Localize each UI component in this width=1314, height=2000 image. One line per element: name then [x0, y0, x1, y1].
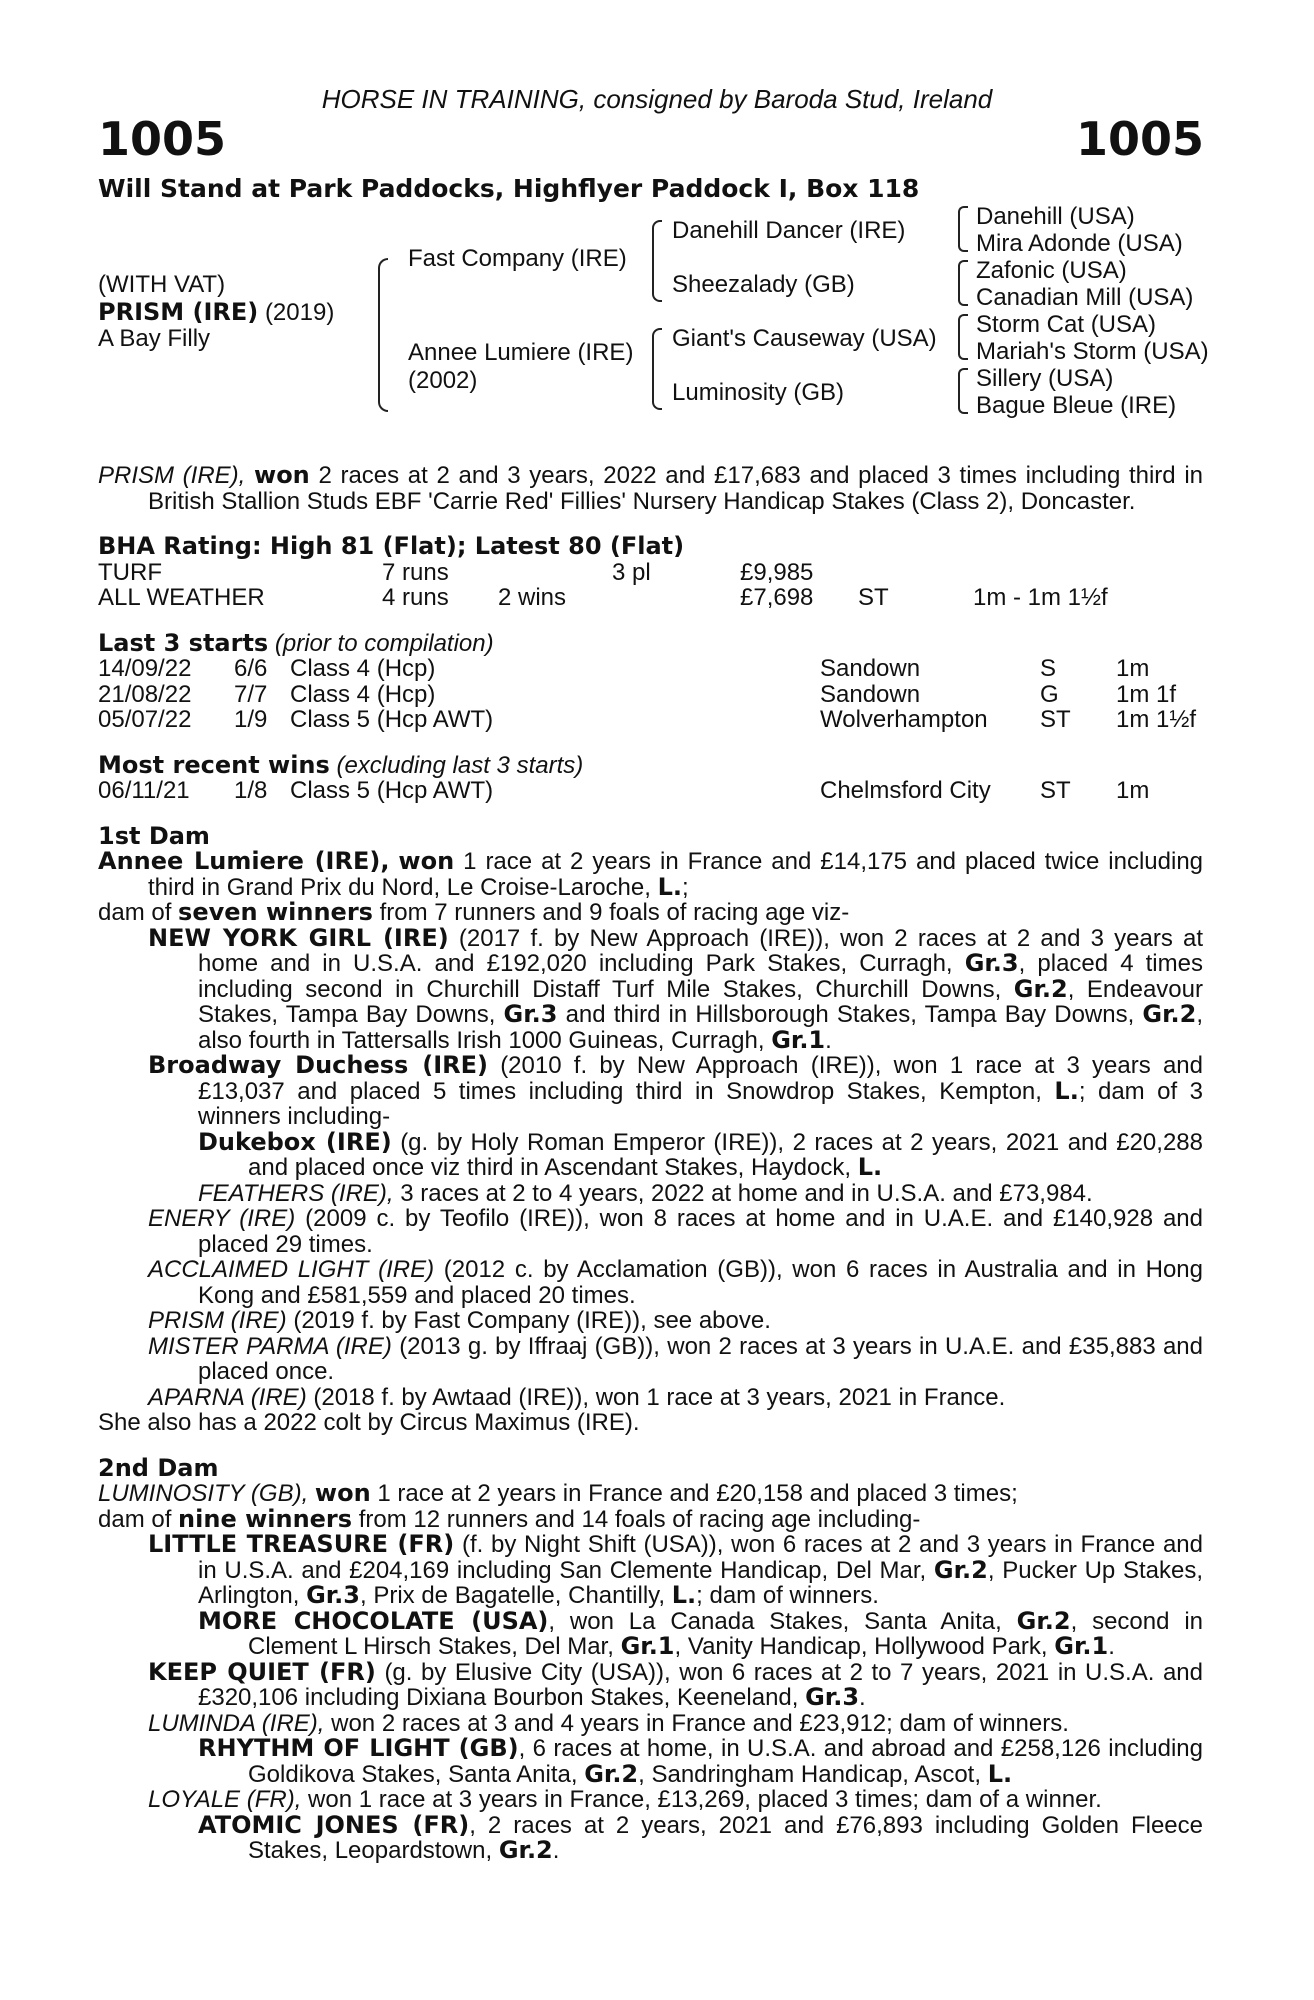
grand-produce-entry [98, 1736, 1203, 1787]
ss-sire: Danehill (USA) [976, 203, 1135, 230]
produce-text: (g. by Holy Roman Emperor (IRE)), 2 races at 2 years, 2021 and £20,288 and placed once viz third in Ascendant Stakes, Haydock, [248, 1128, 1203, 1181]
produce-name: ENERY (IRE) [148, 1205, 296, 1232]
second-dam-summary [98, 1481, 1203, 1507]
consignment-line: HORSE IN TRAINING, consigned by Baroda Stud, Ireland [321, 84, 993, 114]
win-row [98, 778, 1203, 804]
grade: Gr.3 [306, 1581, 360, 1609]
sd-dam: Canadian Mill (USA) [976, 284, 1194, 311]
start-course: Sandown [820, 655, 921, 682]
dd-brace [958, 368, 968, 414]
produce-text: , second in Clement L Hirsch Stakes, Del Mar, [248, 1607, 1203, 1660]
produce-entry [98, 1053, 1203, 1130]
sd-sire: Zafonic (USA) [976, 257, 1127, 284]
start-row [98, 682, 1203, 708]
produce-name: LITTLE TREASURE (FR) [148, 1530, 455, 1558]
recent-wins-section [98, 750, 1203, 804]
horse-name: PRISM (IRE) [98, 298, 259, 326]
start-course: Sandown [820, 680, 921, 708]
grade: Gr.2 [933, 1555, 988, 1584]
produce-name: MORE CHOCOLATE (USA) [198, 1606, 549, 1635]
start-date: 21/08/22 [98, 680, 192, 708]
vat-note: (WITH VAT) [98, 271, 226, 298]
produce-name: ACCLAIMED LIGHT (IRE) [148, 1256, 435, 1283]
bha-row [98, 585, 1203, 611]
produce-entry [98, 1257, 1203, 1308]
produce-name: APARNA (IRE) [148, 1383, 307, 1411]
bha-placed: 3 pl [612, 558, 651, 586]
first-dam-produce-intro [98, 900, 1203, 926]
produce-name: MISTER PARMA (IRE) [148, 1332, 392, 1360]
produce-text: , 6 races at home, in U.S.A. and abroad and £258,126 including Goldikova Stakes, Santa Anita, [248, 1735, 1203, 1788]
ds-sire: Storm Cat (USA) [976, 311, 1157, 338]
produce-text: ; dam of winners. [696, 1582, 879, 1609]
produce-name: KEEP QUIET (FR) [148, 1657, 376, 1686]
produce-text: (2009 c. by Teofilo (IRE)), won 8 races at home and in U.A.E. and £140,928 and placed 29 times. [198, 1205, 1204, 1258]
produce-name: Dukebox (IRE) [198, 1127, 392, 1156]
grade: Gr.3 [964, 949, 1019, 977]
first-dam-won: won [398, 847, 455, 875]
produce-entry [98, 1206, 1203, 1257]
start-date: 05/07/22 [98, 706, 192, 733]
first-dam-text: 1 race at 2 years in France and £14,175 and placed twice including third in Grand Prix du Nord, Le Croise-Laroche, [148, 848, 1204, 901]
last-starts-title [98, 628, 1203, 657]
stand-location: Will Stand at Park Paddocks, Highflyer Paddock I, Box 118 [98, 174, 920, 203]
first-dam-heading: 1st Dam [98, 821, 210, 850]
recent-wins-heading: Most recent wins [98, 750, 330, 779]
second-dam-name: LUMINOSITY (GB), [98, 1480, 309, 1507]
grade: Gr.2 [1142, 1000, 1197, 1028]
grand-produce-entry [98, 1127, 1203, 1181]
start-distance: 1m [1116, 655, 1150, 682]
race-record [98, 463, 1203, 1864]
start-date: 14/09/22 [98, 655, 192, 682]
produce-text: , placed 4 times including second in Churchill Distaff Turf Mile Stakes, Churchill Downs, [198, 950, 1203, 1003]
recent-wins-title [98, 750, 1203, 779]
win-position: 1/8 [234, 777, 268, 804]
sire: Fast Company (IRE) [408, 245, 627, 272]
produce-text: , Vanity Handicap, Hollywood Park, [674, 1633, 1048, 1660]
start-position: 1/9 [234, 706, 268, 733]
grand-produce-entry [98, 1606, 1203, 1660]
grade: Gr.2 [1016, 1606, 1071, 1635]
produce-text: (2018 f. by Awtaad (IRE)), won 1 race at 3 years, 2021 in France. [313, 1383, 1006, 1411]
produce-text: (2019 f. by Fast Company (IRE)), see above. [293, 1307, 771, 1334]
dam: Annee Lumiere (IRE) [408, 339, 634, 366]
sire-brace [652, 220, 662, 302]
grade: L. [987, 1759, 1013, 1788]
bha-row [98, 560, 1203, 586]
start-distance: 1m 1½f [1116, 706, 1197, 733]
bha-wins: 2 wins [498, 584, 567, 611]
produce-name: PRISM (IRE) [148, 1307, 287, 1334]
start-row [98, 656, 1203, 682]
dd-dam: Bague Bleue (IRE) [976, 392, 1177, 419]
produce-text: (g. by Elusive City (USA)), won 6 races at 2 to 7 years, 2021 in U.S.A. and £320,106 including Dixiana Bourbon Stakes, Keeneland, [198, 1658, 1204, 1711]
horse-year: (2019) [264, 299, 335, 326]
produce-name: Broadway Duchess (IRE) [148, 1051, 488, 1079]
win-class: Class 5 (Hcp AWT) [290, 777, 494, 804]
start-going: ST [1040, 706, 1071, 733]
start-position: 7/7 [234, 680, 268, 708]
summary-horse-name: PRISM (IRE), [98, 462, 246, 489]
start-going: S [1040, 655, 1057, 682]
produce-text: . [859, 1684, 866, 1711]
dam-sire: Giant's Causeway (USA) [672, 325, 937, 352]
start-class: Class 4 (Hcp) [290, 680, 436, 708]
sire-sire: Danehill Dancer (IRE) [672, 217, 906, 244]
first-dam-grade: L. [657, 872, 682, 901]
last-starts-note: (prior to compilation) [274, 629, 494, 657]
produce-text: 3 races at 2 to 4 years, 2022 at home and in U.S.A. and £73,984. [400, 1179, 1093, 1207]
start-distance: 1m 1f [1116, 680, 1177, 708]
win-distance: 1m [1116, 777, 1150, 804]
dd-sire: Sillery (USA) [976, 365, 1114, 392]
produce-text: , also fourth in Tattersalls Irish 1000 Guineas, Curragh, [198, 1001, 1203, 1054]
bha-surface: TURF [98, 558, 162, 586]
summary-text: 2 races at 2 and 3 years, 2022 and £17,683 and placed 3 times including third in British Stallion Studs EBF 'Carrie Red' Fillies' Nursery Handicap Stakes (Class 2), Doncaster. [148, 462, 1203, 515]
produce-name: RHYTHM OF LIGHT (GB) [198, 1734, 519, 1762]
grand-produce-entry [98, 1181, 1203, 1207]
pedigree-brace [378, 258, 388, 412]
ds-dam: Mariah's Storm (USA) [976, 338, 1209, 365]
sire-dam: Sheezalady (GB) [672, 271, 855, 298]
second-dam-won: won [314, 1479, 371, 1507]
produce-text: , won La Canada Stakes, Santa Anita, [548, 1607, 1002, 1635]
produce-entry [98, 1308, 1203, 1334]
win-date: 06/11/21 [98, 777, 190, 804]
produce-text: (2017 f. by New Approach (IRE)), won 2 races at 2 and 3 years at home and in U.S.A. and £192,020 including Park Stakes, Curragh, [198, 924, 1204, 977]
second-dam-section [98, 1453, 1204, 1864]
produce-name: LOYALE (FR), [148, 1786, 302, 1813]
dam-year: (2002) [408, 367, 478, 394]
produce-entry [98, 1711, 1203, 1737]
second-dam-heading: 2nd Dam [98, 1453, 219, 1482]
dam-brace [652, 328, 662, 410]
produce-name: FEATHERS (IRE), [198, 1179, 394, 1207]
grade: Gr.2 [584, 1759, 639, 1788]
produce-entry [98, 1334, 1203, 1385]
produce-text: (2010 f. by New Approach (IRE)), won 1 race at 3 years and £13,037 and placed 5 times including third in Snowdrop Stakes, Kempton, [198, 1052, 1203, 1105]
produce-text: (2013 g. by Iffraaj (GB)), won 2 races at 3 years in U.A.E. and £35,883 and placed once. [198, 1332, 1204, 1385]
produce-name: NEW YORK GIRL (IRE) [148, 923, 449, 952]
produce-text: , 2 races at 2 years, 2021 and £76,893 including Golden Fleece Stakes, Leopardstown, [248, 1811, 1203, 1864]
start-class: Class 5 (Hcp AWT) [290, 706, 494, 733]
grade: Gr.2 [498, 1836, 553, 1864]
bha-prize: £7,698 [740, 584, 814, 611]
win-course: Chelmsford City [820, 777, 991, 804]
produce-entry [98, 1657, 1204, 1711]
horse-title [98, 299, 334, 326]
bha-runs: 7 runs [382, 558, 449, 586]
bha-section [98, 534, 1203, 611]
start-row [98, 707, 1203, 733]
bha-prize: £9,985 [740, 558, 814, 586]
bha-going: ST [858, 584, 889, 611]
summary-won: won [254, 461, 310, 489]
produce-name: LUMINDA (IRE), [148, 1709, 325, 1737]
start-class: Class 4 (Hcp) [290, 655, 436, 682]
bha-runs: 4 runs [382, 584, 449, 611]
ds-brace [958, 314, 968, 360]
produce-text: won 2 races at 3 and 4 years in France and £23,912; dam of winners. [331, 1709, 1069, 1737]
sd-brace [958, 260, 968, 306]
recent-wins-note: (excluding last 3 starts) [336, 751, 584, 779]
ss-brace [958, 206, 968, 252]
grade: L. [1054, 1076, 1079, 1105]
start-course: Wolverhampton [820, 706, 988, 733]
bha-title: BHA Rating: High 81 (Flat); Latest 80 (Flat) [98, 532, 685, 560]
win-going: ST [1040, 777, 1071, 804]
dam-of-label: dam of [98, 899, 172, 926]
dam-dam: Luminosity (GB) [672, 379, 845, 406]
grade: Gr.1 [771, 1025, 826, 1054]
produce-text: , Pucker Up Stakes, Arlington, [198, 1556, 1203, 1609]
bha-surface: ALL WEATHER [98, 584, 265, 611]
dam-of-label: dam of [98, 1505, 172, 1533]
grade: Gr.1 [620, 1632, 675, 1660]
grade: Gr.2 [1013, 974, 1068, 1003]
second-dam-produce-intro [98, 1504, 1203, 1533]
produce-entry [98, 1532, 1203, 1609]
produce-text: , Prix de Bagatelle, Chantilly, [360, 1582, 666, 1609]
grade: L. [671, 1581, 697, 1609]
produce-text: (f. by Night Shift (USA)), won 6 races at 2 and 3 years in France and in U.S.A. and £204,169 including San Clemente Handicap, Del Mar, [198, 1531, 1203, 1584]
produce-text: won 1 race at 3 years in France, £13,269, placed 3 times; dam of a winner. [308, 1786, 1102, 1813]
last-starts-section [98, 628, 1203, 733]
first-dam-name: Annee Lumiere (IRE), [98, 847, 390, 875]
second-dam-text: 1 race at 2 years in France and £20,158 and placed 3 times; [377, 1480, 1018, 1507]
grade: Gr.3 [503, 1000, 558, 1028]
start-going: G [1040, 680, 1059, 708]
grade: L. [857, 1153, 883, 1181]
produce-text: ; dam of 3 winners including- [198, 1077, 1203, 1130]
summary-paragraph [98, 463, 1203, 514]
first-dam-end: ; [682, 873, 689, 901]
produce-entry [98, 923, 1204, 1054]
winners-count: nine winners [178, 1504, 353, 1533]
produce-text: . [825, 1026, 832, 1054]
produce-entry [98, 1385, 1203, 1411]
ss-dam: Mira Adonde (USA) [976, 230, 1183, 257]
produce-text: (2012 c. by Acclamation (GB)), won 6 races in Australia and in Hong Kong and £581,559 and placed 20 times. [198, 1256, 1204, 1309]
bha-distance: 1m - 1m 1½f [973, 584, 1108, 611]
last-starts-heading: Last 3 starts [98, 628, 269, 657]
grand-produce-entry [98, 1810, 1203, 1864]
grade: Gr.3 [805, 1683, 860, 1711]
winners-text: from 12 runners and 14 foals of racing age including- [358, 1505, 921, 1533]
first-dam-section [98, 821, 1204, 1436]
first-dam-summary [98, 849, 1203, 900]
produce-text: . [1108, 1633, 1115, 1660]
horse-description: A Bay Filly [98, 325, 211, 352]
winners-count: seven winners [178, 898, 373, 926]
produce-name: ATOMIC JONES (FR) [198, 1810, 470, 1839]
also-note: She also has a 2022 colt by Circus Maximus (IRE). [98, 1409, 640, 1436]
grade: Gr.1 [1054, 1632, 1109, 1660]
produce-entry [98, 1787, 1203, 1813]
winners-text: from 7 runners and 9 foals of racing age viz- [379, 899, 850, 926]
produce-text: and third in Hillsborough Stakes, Tampa Bay Downs, [565, 1001, 1135, 1028]
produce-text: . [552, 1837, 560, 1864]
produce-text: , Endeavour Stakes, Tampa Bay Downs, [198, 975, 1203, 1028]
start-position: 6/6 [234, 655, 268, 682]
lot-number-left: 1005 [98, 112, 227, 166]
lot-number-right: 1005 [1075, 112, 1204, 166]
produce-text: , Sandringham Handicap, Ascot, [638, 1760, 982, 1788]
